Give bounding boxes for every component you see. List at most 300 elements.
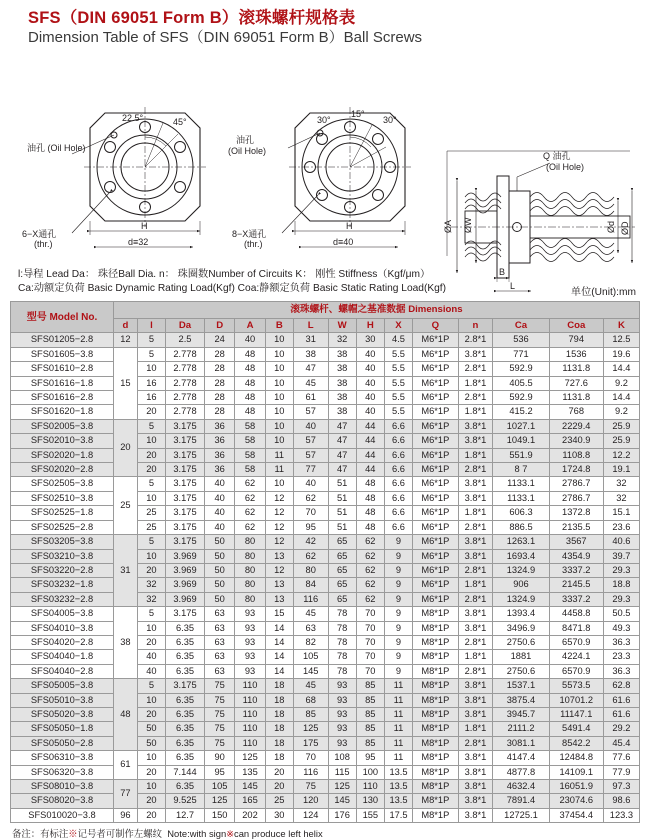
cell-L: 70 <box>293 751 328 765</box>
middle-angle-30b: 30° <box>383 115 397 125</box>
cell-A: 58 <box>235 434 265 448</box>
cell-Da: 3.175 <box>166 506 205 520</box>
cell-X: 9 <box>384 607 412 621</box>
cell-W: 65 <box>328 549 356 563</box>
cell-Da: 7.144 <box>166 765 205 779</box>
cell-H: 44 <box>356 448 384 462</box>
cell-K: 25.9 <box>603 419 639 433</box>
cell-n: 1.8*1 <box>458 405 493 419</box>
table-row <box>11 391 640 405</box>
cell-X: 5.5 <box>384 347 412 361</box>
cell-K: 39.7 <box>603 549 639 563</box>
cell-Da: 3.175 <box>166 434 205 448</box>
table-row <box>11 362 640 376</box>
cell-D: 50 <box>205 592 235 606</box>
cell-B: 13 <box>265 549 293 563</box>
cell-model: SFS02010−3.8 <box>11 434 114 448</box>
cell-A: 93 <box>235 621 265 635</box>
cell-Coa: 4354.9 <box>549 549 603 563</box>
th-H: H <box>356 319 384 333</box>
cell-L: 42 <box>293 535 328 549</box>
table-row <box>11 780 640 794</box>
cell-l: 32 <box>137 578 165 592</box>
cell-K: 23.6 <box>603 520 639 534</box>
cell-W: 93 <box>328 693 356 707</box>
table-row <box>11 765 640 779</box>
cell-Da: 3.175 <box>166 520 205 534</box>
cell-D: 40 <box>205 491 235 505</box>
cell-l: 40 <box>137 664 165 678</box>
cell-Ca: 886.5 <box>493 520 549 534</box>
table-row <box>11 376 640 390</box>
cell-B: 14 <box>265 650 293 664</box>
cell-d: 96 <box>113 808 137 822</box>
cell-model: SFS02525−2.8 <box>11 520 114 534</box>
cell-Q: M8*1P <box>413 635 459 649</box>
cell-l: 10 <box>137 693 165 707</box>
cell-H: 40 <box>356 347 384 361</box>
right-dim-b: B <box>499 267 506 277</box>
cell-D: 28 <box>205 347 235 361</box>
cell-W: 78 <box>328 621 356 635</box>
cell-n: 3.8*1 <box>458 477 493 491</box>
cell-Q: M6*1P <box>413 477 459 491</box>
legend-line-1: l:导程 Lead Da： 珠径Ball Dia. n： 珠圈数Number of Circuits K： 刚性 Stiffness（Kgf/μm） <box>18 269 431 280</box>
th-d: d <box>113 319 137 333</box>
cell-D: 75 <box>205 722 235 736</box>
left-holes-label: 6−X通孔 <box>22 229 57 239</box>
cell-A: 80 <box>235 549 265 563</box>
cell-H: 62 <box>356 535 384 549</box>
cell-L: 75 <box>293 780 328 794</box>
cell-K: 32 <box>603 491 639 505</box>
cell-L: 45 <box>293 679 328 693</box>
cell-Q: M6*1P <box>413 520 459 534</box>
cell-model: SFS05010−3.8 <box>11 693 114 707</box>
cell-B: 18 <box>265 751 293 765</box>
cell-A: 62 <box>235 520 265 534</box>
cell-X: 9 <box>384 563 412 577</box>
cell-Coa: 768 <box>549 405 603 419</box>
cell-Q: M8*1P <box>413 707 459 721</box>
cell-model: SFS01616−1.8 <box>11 376 114 390</box>
cell-d: 12 <box>113 333 137 347</box>
cell-l: 20 <box>137 463 165 477</box>
th-Q: Q <box>413 319 459 333</box>
cell-Da: 9.525 <box>166 794 205 808</box>
cell-B: 15 <box>265 607 293 621</box>
cell-X: 6.6 <box>384 434 412 448</box>
cell-Ca: 2111.2 <box>493 722 549 736</box>
cell-H: 70 <box>356 650 384 664</box>
cell-model: SFS02020−2.8 <box>11 463 114 477</box>
cell-X: 6.6 <box>384 477 412 491</box>
footnote-text3: Note:with sign <box>167 828 227 840</box>
cell-l: 20 <box>137 635 165 649</box>
cell-n: 3.8*1 <box>458 794 493 808</box>
cell-B: 25 <box>265 794 293 808</box>
footnote-text2: 记号者可制作左螺纹 <box>77 828 163 840</box>
cell-n: 2.8*1 <box>458 563 493 577</box>
cell-B: 18 <box>265 707 293 721</box>
cell-L: 40 <box>293 477 328 491</box>
cell-W: 38 <box>328 376 356 390</box>
cell-n: 3.8*1 <box>458 679 493 693</box>
cell-A: 93 <box>235 650 265 664</box>
cell-model: SFS05020−3.8 <box>11 707 114 721</box>
cell-H: 48 <box>356 491 384 505</box>
cell-L: 40 <box>293 419 328 433</box>
cell-l: 20 <box>137 765 165 779</box>
unit-label: 单位(Unit):mm <box>570 287 636 298</box>
cell-D: 36 <box>205 419 235 433</box>
cell-H: 85 <box>356 736 384 750</box>
cell-Da: 3.175 <box>166 491 205 505</box>
cell-W: 38 <box>328 362 356 376</box>
cell-model: SFS04040−2.8 <box>11 664 114 678</box>
cell-X: 9 <box>384 592 412 606</box>
cell-l: 40 <box>137 650 165 664</box>
cell-A: 93 <box>235 635 265 649</box>
cell-W: 176 <box>328 808 356 822</box>
cell-Da: 2.778 <box>166 376 205 390</box>
cell-W: 65 <box>328 535 356 549</box>
cell-X: 13.5 <box>384 794 412 808</box>
footnote-mark2: ※ <box>226 828 235 840</box>
cell-W: 51 <box>328 491 356 505</box>
cell-D: 63 <box>205 621 235 635</box>
cell-B: 20 <box>265 780 293 794</box>
cell-K: 9.2 <box>603 405 639 419</box>
cell-W: 78 <box>328 635 356 649</box>
cell-X: 11 <box>384 679 412 693</box>
cell-D: 75 <box>205 679 235 693</box>
table-row <box>11 549 640 563</box>
th-model: 型号 Model No. <box>11 302 114 333</box>
cell-n: 3.8*1 <box>458 751 493 765</box>
cell-n: 3.8*1 <box>458 434 493 448</box>
cell-n: 3.8*1 <box>458 780 493 794</box>
cell-n: 2.8*1 <box>458 333 493 347</box>
cell-H: 130 <box>356 794 384 808</box>
left-holes-sub: (thr.) <box>34 239 53 249</box>
table-row <box>11 621 640 635</box>
cell-A: 135 <box>235 765 265 779</box>
footnote-mark: ※ <box>68 828 78 840</box>
cell-L: 62 <box>293 549 328 563</box>
cell-H: 155 <box>356 808 384 822</box>
cell-model: SFS01205−2.8 <box>11 333 114 347</box>
cell-l: 5 <box>137 477 165 491</box>
cell-D: 28 <box>205 376 235 390</box>
cell-K: 61.6 <box>603 707 639 721</box>
cell-l: 50 <box>137 736 165 750</box>
cell-L: 85 <box>293 707 328 721</box>
cell-l: 20 <box>137 808 165 822</box>
cell-n: 2.8*1 <box>458 520 493 534</box>
cell-Ca: 1881 <box>493 650 549 664</box>
table-row <box>11 347 640 361</box>
cell-model: SFS05005−3.8 <box>11 679 114 693</box>
cell-W: 38 <box>328 347 356 361</box>
cell-A: 110 <box>235 679 265 693</box>
cell-W: 51 <box>328 520 356 534</box>
right-dia-w: ØW <box>463 217 473 233</box>
th-W: W <box>328 319 356 333</box>
cell-B: 10 <box>265 477 293 491</box>
cell-H: 85 <box>356 707 384 721</box>
cell-K: 12.2 <box>603 448 639 462</box>
footnote <box>10 826 640 840</box>
cell-Da: 3.175 <box>166 419 205 433</box>
cell-A: 48 <box>235 362 265 376</box>
cell-H: 62 <box>356 578 384 592</box>
cell-Coa: 794 <box>549 333 603 347</box>
cell-B: 12 <box>265 535 293 549</box>
cell-n: 3.8*1 <box>458 607 493 621</box>
cell-l: 10 <box>137 491 165 505</box>
right-dia-d-big: ØD <box>620 221 630 235</box>
cell-n: 3.8*1 <box>458 707 493 721</box>
cell-Coa: 3337.2 <box>549 592 603 606</box>
cell-A: 165 <box>235 794 265 808</box>
cell-K: 61.6 <box>603 693 639 707</box>
cell-model: SFS03232−1.8 <box>11 578 114 592</box>
cell-Da: 3.175 <box>166 448 205 462</box>
cell-l: 5 <box>137 347 165 361</box>
table-row <box>11 693 640 707</box>
cell-Ca: 4877.8 <box>493 765 549 779</box>
cell-Coa: 8542.2 <box>549 736 603 750</box>
cell-l: 25 <box>137 520 165 534</box>
cell-n: 1.8*1 <box>458 506 493 520</box>
cell-H: 62 <box>356 549 384 563</box>
cell-H: 48 <box>356 520 384 534</box>
cell-K: 77.6 <box>603 751 639 765</box>
cell-l: 10 <box>137 780 165 794</box>
cell-Coa: 12484.8 <box>549 751 603 765</box>
right-dim-l: L <box>510 281 516 291</box>
cell-B: 14 <box>265 635 293 649</box>
cell-A: 93 <box>235 664 265 678</box>
cell-Q: M6*1P <box>413 506 459 520</box>
cell-X: 9 <box>384 621 412 635</box>
table-row <box>11 405 640 419</box>
cell-Q: M8*1P <box>413 664 459 678</box>
cell-n: 1.8*1 <box>458 578 493 592</box>
cell-A: 80 <box>235 592 265 606</box>
cell-B: 10 <box>265 419 293 433</box>
cell-L: 105 <box>293 650 328 664</box>
footnote-text1: 有标注 <box>40 828 69 840</box>
cell-K: 14.4 <box>603 391 639 405</box>
cell-model: SFS01605−3.8 <box>11 347 114 361</box>
cell-X: 13.5 <box>384 780 412 794</box>
cell-n: 2.8*1 <box>458 664 493 678</box>
cell-D: 28 <box>205 362 235 376</box>
cell-X: 11 <box>384 722 412 736</box>
cell-K: 36.3 <box>603 664 639 678</box>
cell-K: 19.6 <box>603 347 639 361</box>
cell-L: 45 <box>293 607 328 621</box>
cell-K: 19.1 <box>603 463 639 477</box>
cell-Q: M8*1P <box>413 621 459 635</box>
table-row <box>11 650 640 664</box>
cell-K: 25.9 <box>603 434 639 448</box>
cell-L: 68 <box>293 693 328 707</box>
cell-D: 63 <box>205 664 235 678</box>
cell-B: 18 <box>265 693 293 707</box>
cell-K: 15.1 <box>603 506 639 520</box>
cell-n: 1.8*1 <box>458 722 493 736</box>
cell-Coa: 5573.5 <box>549 679 603 693</box>
cell-Q: M6*1P <box>413 419 459 433</box>
cell-H: 95 <box>356 751 384 765</box>
cell-model: SFS01610−2.8 <box>11 362 114 376</box>
cell-Coa: 2145.5 <box>549 578 603 592</box>
left-flange-view <box>22 107 206 249</box>
cell-model: SFS08020−3.8 <box>11 794 114 808</box>
cell-L: 38 <box>293 347 328 361</box>
cell-L: 57 <box>293 405 328 419</box>
cell-Ca: 415.2 <box>493 405 549 419</box>
cell-Q: M6*1P <box>413 362 459 376</box>
th-Coa: Coa <box>549 319 603 333</box>
cell-Ca: 1049.1 <box>493 434 549 448</box>
cell-K: 45.4 <box>603 736 639 750</box>
cell-Ca: 1027.1 <box>493 419 549 433</box>
cell-A: 58 <box>235 448 265 462</box>
cell-Da: 6.35 <box>166 722 205 736</box>
cell-Da: 2.778 <box>166 347 205 361</box>
cell-H: 44 <box>356 434 384 448</box>
cell-l: 20 <box>137 794 165 808</box>
cell-Ca: 1133.1 <box>493 491 549 505</box>
th-B: B <box>265 319 293 333</box>
cell-Q: M6*1P <box>413 463 459 477</box>
cell-B: 11 <box>265 448 293 462</box>
th-A: A <box>235 319 265 333</box>
cell-L: 63 <box>293 621 328 635</box>
cell-d: 61 <box>113 751 137 780</box>
cell-Q: M6*1P <box>413 592 459 606</box>
cell-Ca: 1324.9 <box>493 563 549 577</box>
cell-d: 25 <box>113 477 137 535</box>
th-K: K <box>603 319 639 333</box>
cell-model: SFS02020−1.8 <box>11 448 114 462</box>
cell-Coa: 2229.4 <box>549 419 603 433</box>
cell-W: 78 <box>328 650 356 664</box>
table-row <box>11 794 640 808</box>
cell-D: 50 <box>205 549 235 563</box>
cell-Coa: 1108.8 <box>549 448 603 462</box>
cell-H: 70 <box>356 664 384 678</box>
cell-Da: 6.35 <box>166 650 205 664</box>
cell-X: 11 <box>384 693 412 707</box>
cell-H: 48 <box>356 506 384 520</box>
right-oil-hole-label: Q 油孔 <box>543 151 571 161</box>
cell-Ca: 3875.4 <box>493 693 549 707</box>
cell-Coa: 1131.8 <box>549 391 603 405</box>
cell-n: 1.8*1 <box>458 650 493 664</box>
cell-L: 57 <box>293 434 328 448</box>
cell-X: 5.5 <box>384 362 412 376</box>
cell-Ca: 2750.6 <box>493 635 549 649</box>
cell-Coa: 1536 <box>549 347 603 361</box>
cell-K: 77.9 <box>603 765 639 779</box>
cell-A: 110 <box>235 722 265 736</box>
cell-X: 9 <box>384 578 412 592</box>
cell-X: 6.6 <box>384 520 412 534</box>
cell-model: SFS08010−3.8 <box>11 780 114 794</box>
cell-l: 5 <box>137 607 165 621</box>
cell-K: 97.3 <box>603 780 639 794</box>
cell-n: 3.8*1 <box>458 693 493 707</box>
cell-H: 62 <box>356 563 384 577</box>
cell-B: 18 <box>265 722 293 736</box>
cell-K: 62.8 <box>603 679 639 693</box>
cell-Coa: 6570.9 <box>549 635 603 649</box>
cell-D: 75 <box>205 736 235 750</box>
cell-Da: 3.175 <box>166 679 205 693</box>
cell-X: 6.6 <box>384 506 412 520</box>
cell-W: 47 <box>328 463 356 477</box>
cell-H: 30 <box>356 333 384 347</box>
cell-Ca: 606.3 <box>493 506 549 520</box>
cell-K: 32 <box>603 477 639 491</box>
cell-Ca: 551.9 <box>493 448 549 462</box>
cell-X: 13.5 <box>384 765 412 779</box>
cell-l: 16 <box>137 391 165 405</box>
middle-oil-hole-label-2: (Oil Hole) <box>228 146 267 156</box>
cell-D: 90 <box>205 751 235 765</box>
cell-X: 11 <box>384 751 412 765</box>
cell-A: 110 <box>235 693 265 707</box>
cell-l: 32 <box>137 592 165 606</box>
th-da: Da <box>166 319 205 333</box>
cell-Ca: 1393.4 <box>493 607 549 621</box>
cell-n: 2.8*1 <box>458 362 493 376</box>
cell-Ca: 592.9 <box>493 362 549 376</box>
cell-W: 145 <box>328 794 356 808</box>
cell-D: 150 <box>205 808 235 822</box>
cell-H: 44 <box>356 419 384 433</box>
cell-L: 145 <box>293 664 328 678</box>
cell-K: 12.5 <box>603 333 639 347</box>
cell-Coa: 2340.9 <box>549 434 603 448</box>
cell-K: 29.3 <box>603 563 639 577</box>
table-row <box>11 578 640 592</box>
cell-X: 6.6 <box>384 491 412 505</box>
cell-d: 15 <box>113 347 137 419</box>
cell-X: 9 <box>384 650 412 664</box>
cell-Coa: 727.6 <box>549 376 603 390</box>
cell-H: 85 <box>356 722 384 736</box>
cell-A: 110 <box>235 736 265 750</box>
th-group-dimensions: 滚珠螺杆、螺帽之基准数据 Dimensions <box>113 302 639 319</box>
cell-B: 10 <box>265 405 293 419</box>
cell-X: 5.5 <box>384 405 412 419</box>
cell-Q: M8*1P <box>413 607 459 621</box>
cell-L: 77 <box>293 463 328 477</box>
cell-Coa: 3337.2 <box>549 563 603 577</box>
cell-Da: 3.175 <box>166 535 205 549</box>
cell-n: 3.8*1 <box>458 419 493 433</box>
cell-A: 48 <box>235 391 265 405</box>
middle-holes-sub: (thr.) <box>244 239 263 249</box>
middle-oil-hole-label-1: 油孔 <box>236 135 255 145</box>
cell-L: 70 <box>293 506 328 520</box>
